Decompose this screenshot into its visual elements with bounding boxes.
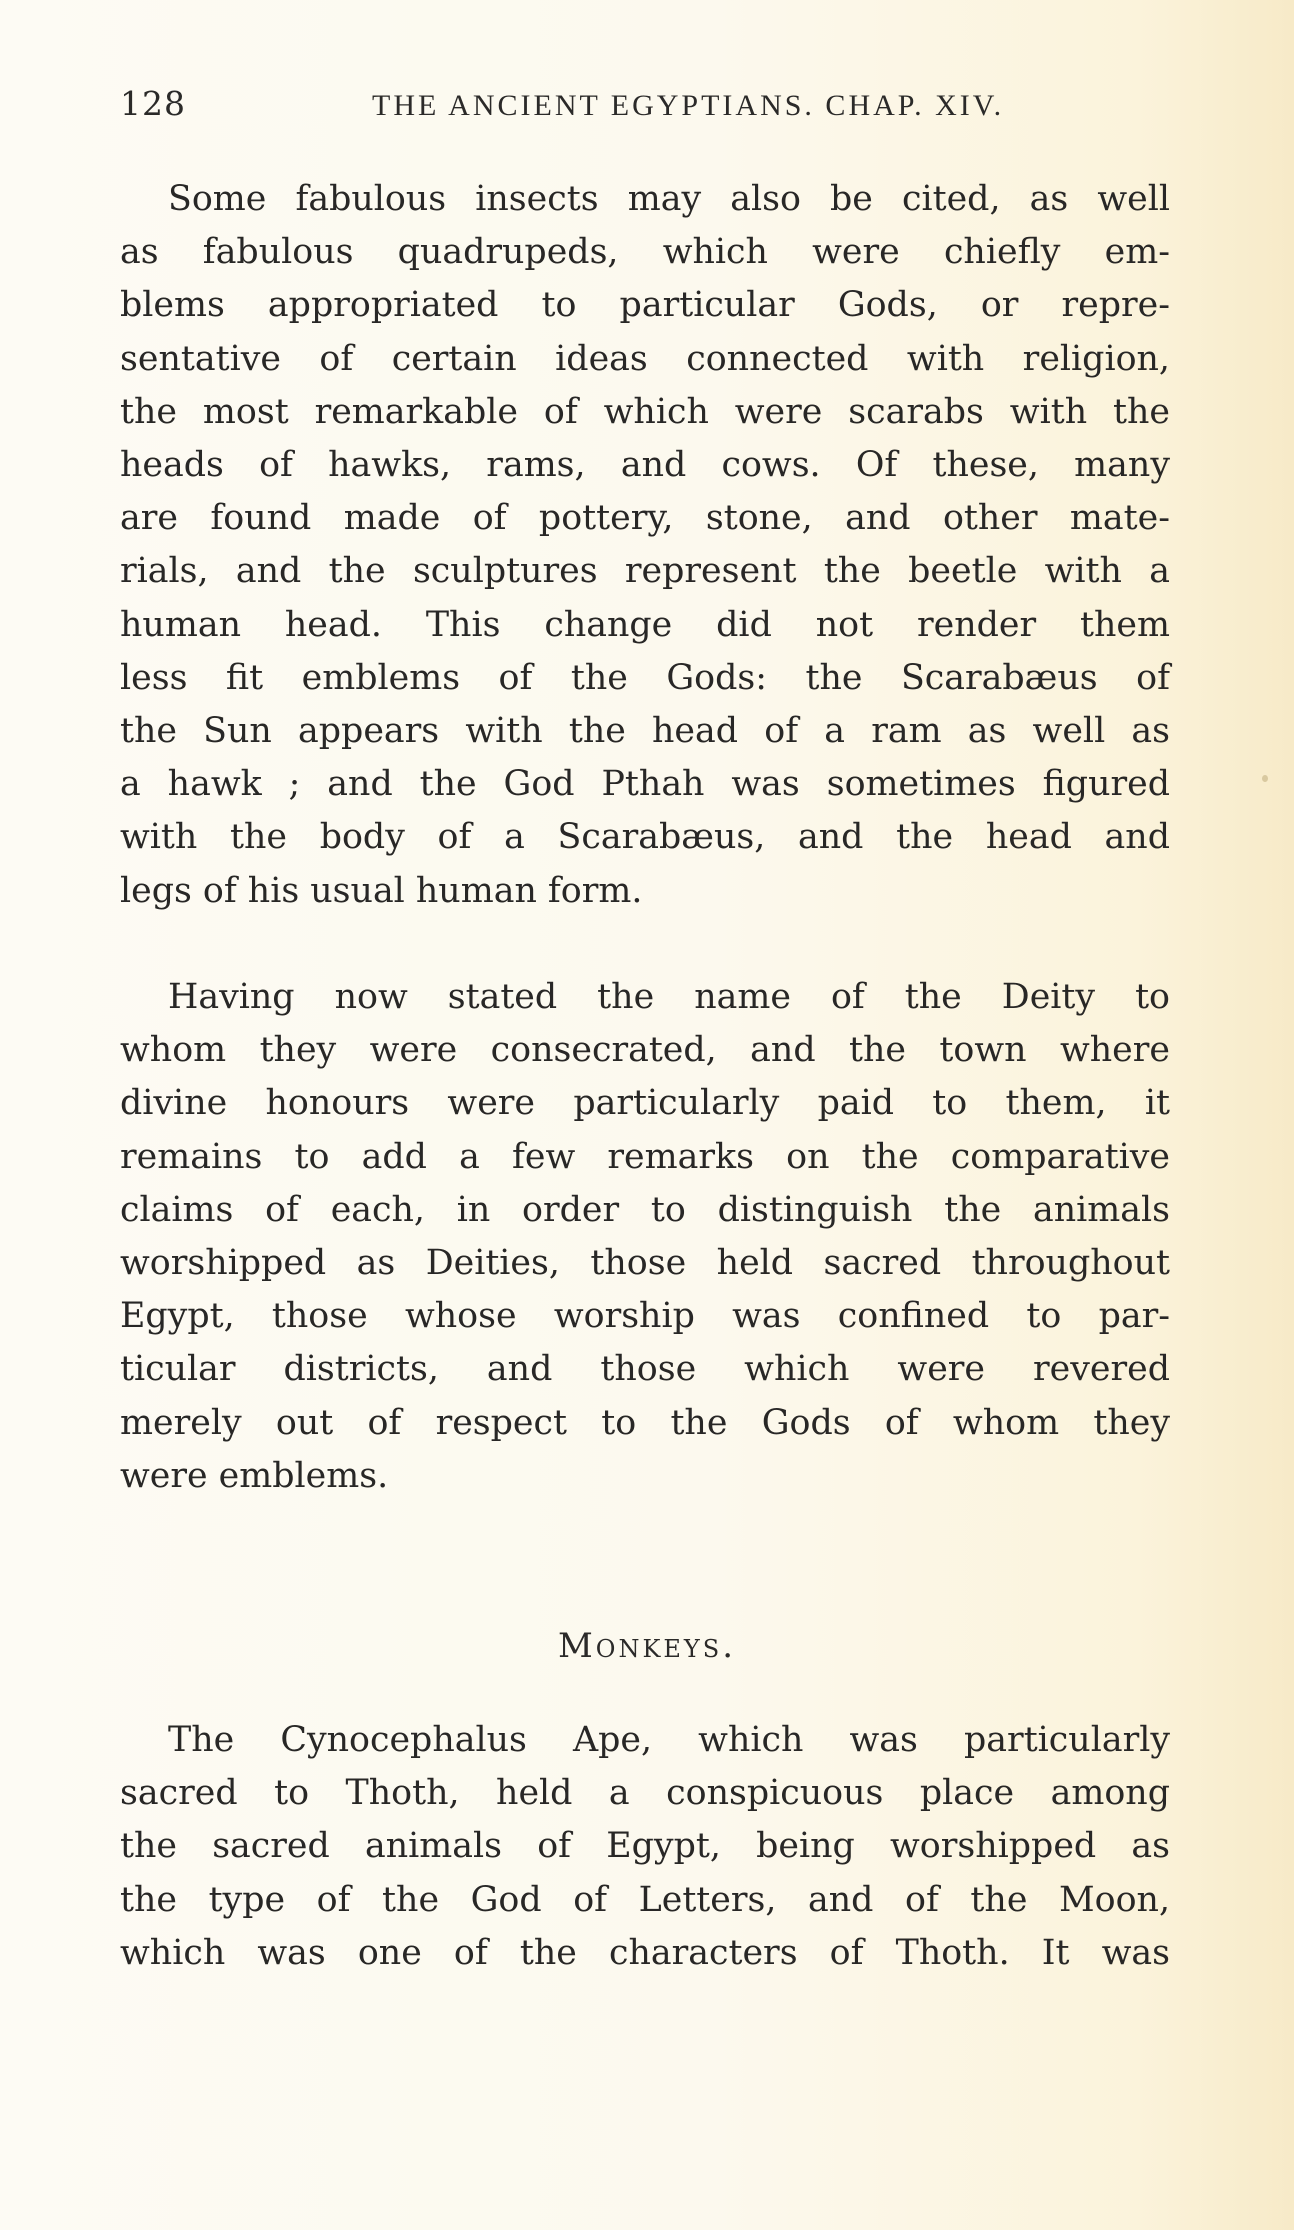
text-line: The Cynocephalus Ape, which was particularly xyxy=(168,1720,1170,1760)
paragraph-scarabs xyxy=(120,173,1170,918)
text-line: a hawk ; and the God Pthah was sometimes figured xyxy=(120,764,1170,805)
text-line: whom they were consecrated, and the town where xyxy=(120,1030,1170,1071)
text-line: less fit emblems of the Gods: the Scarabæus of xyxy=(120,657,1170,698)
text-line: ticular districts, and those which were revered xyxy=(120,1349,1170,1390)
paper-speck xyxy=(1262,775,1268,782)
text-line: divine honours were particularly paid to them, it xyxy=(120,1083,1170,1124)
text-line: as fabulous quadrupeds, which were chiefly em- xyxy=(120,232,1170,273)
text-line: human head. This change did not render them xyxy=(120,604,1170,645)
text-line: heads of hawks, rams, and cows. Of these, many xyxy=(120,445,1170,486)
text-line: sentative of certain ideas connected with religion, xyxy=(120,338,1170,379)
text-line: Having now stated the name of the Deity to xyxy=(168,977,1170,1017)
text-line: rials, and the sculptures represent the beetle with a xyxy=(120,551,1170,592)
running-head: THE ANCIENT EGYPTIANS. CHAP. XIV. xyxy=(372,89,1005,122)
text-line: the Sun appears with the head of a ram as well as xyxy=(120,711,1170,752)
page-header xyxy=(0,0,1294,140)
text-line: blems appropriated to particular Gods, or repre- xyxy=(120,285,1170,326)
text-line: Egypt, those whose worship was confined to par- xyxy=(120,1296,1170,1337)
text-line: are found made of pottery, stone, and other mate- xyxy=(120,498,1170,539)
text-line: legs of his usual human form. xyxy=(120,870,643,911)
text-line: Some fabulous insects may also be cited, as well xyxy=(168,179,1170,219)
text-line: claims of each, in order to distinguish the animals xyxy=(120,1189,1170,1230)
paragraph-deities xyxy=(120,971,1170,1503)
section-heading-monkeys: Monkeys. xyxy=(557,1626,737,1666)
text-line: were emblems. xyxy=(120,1455,389,1496)
text-line: the type of the God of Letters, and of the Moon, xyxy=(120,1879,1170,1920)
text-line: remains to add a few remarks on the comparative xyxy=(120,1136,1170,1177)
text-line: the sacred animals of Egypt, being worshipped as xyxy=(120,1826,1170,1867)
text-line: worshipped as Deities, those held sacred throughout xyxy=(120,1243,1170,1284)
text-line: which was one of the characters of Thoth. It was xyxy=(120,1932,1170,1973)
text-line: sacred to Thoth, held a conspicuous place among xyxy=(120,1773,1170,1814)
text-line: merely out of respect to the Gods of whom they xyxy=(120,1402,1170,1443)
page-number: 128 xyxy=(120,84,186,123)
text-line: the most remarkable of which were scarabs with the xyxy=(120,391,1170,432)
paragraph-monkeys xyxy=(120,1714,1170,1980)
text-line: with the body of a Scarabæus, and the head and xyxy=(120,817,1170,858)
